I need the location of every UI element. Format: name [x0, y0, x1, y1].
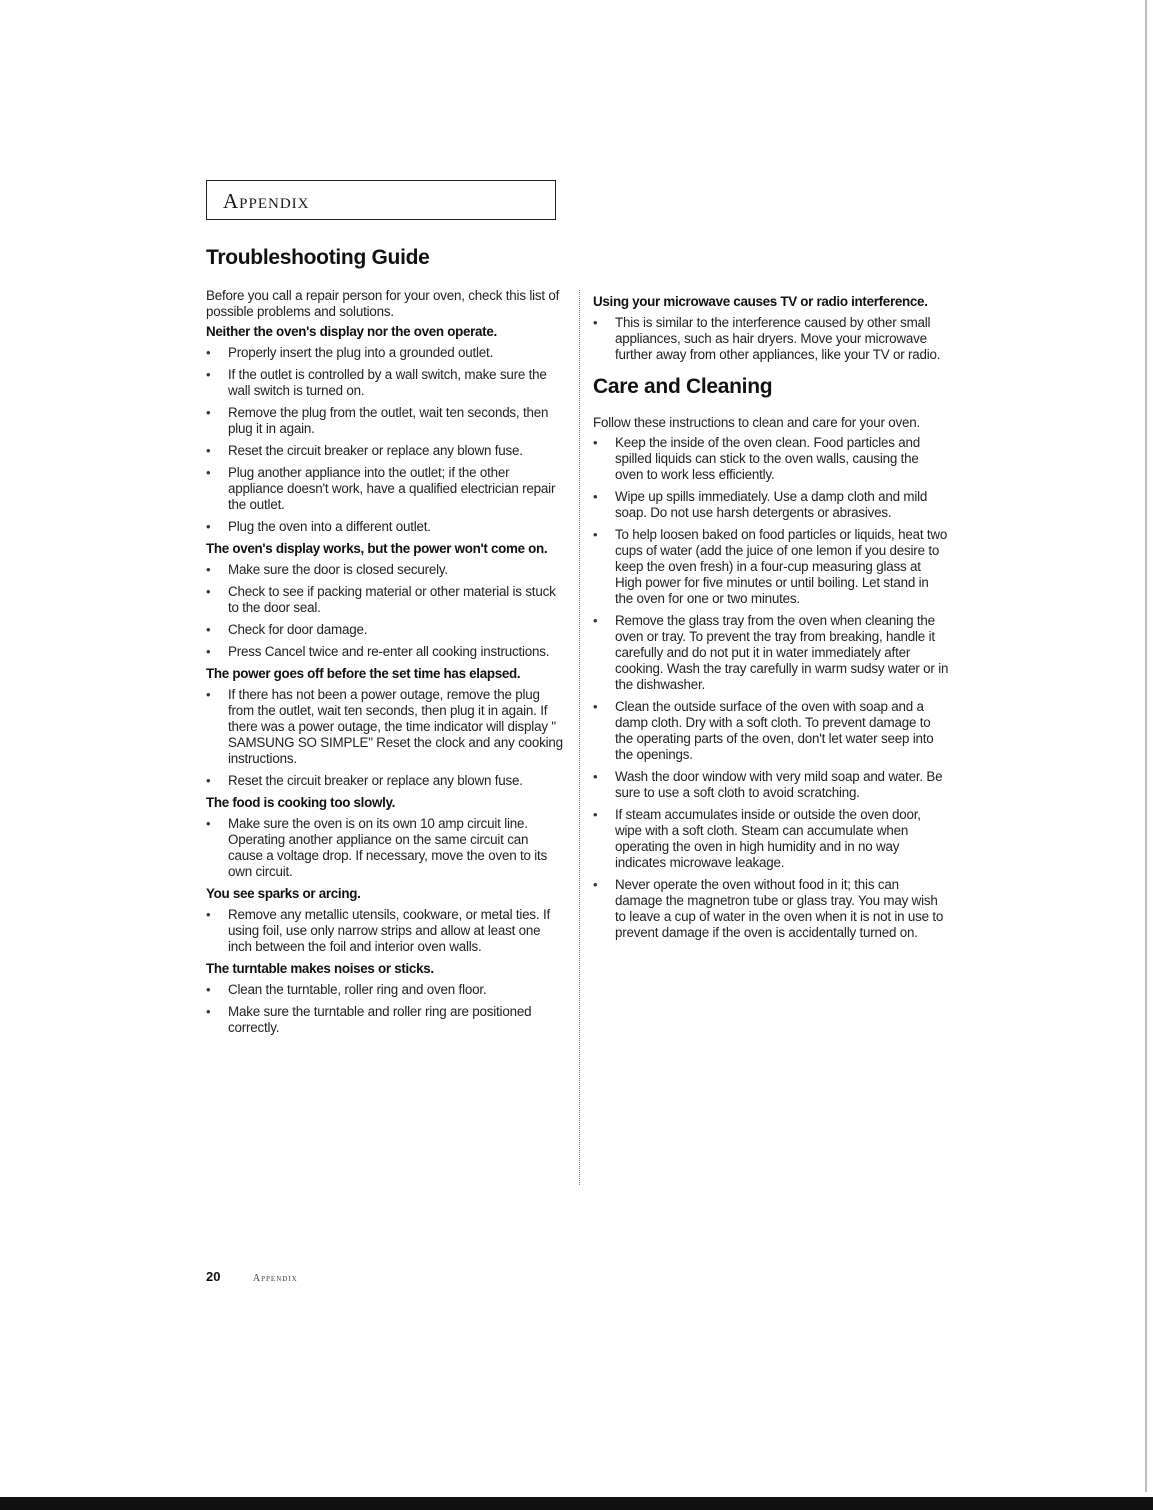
problem-heading: You see sparks or arcing.	[206, 886, 361, 901]
troubleshooting-title: Troubleshooting Guide	[206, 246, 430, 269]
solution-text: If the outlet is controlled by a wall switch, make sure the wall switch is turned on.	[228, 367, 547, 398]
care-item	[593, 435, 949, 483]
problem-heading: Neither the oven's display nor the oven operate.	[206, 324, 497, 339]
problem-solutions	[206, 982, 564, 1036]
solution-text: Make sure the door is closed securely.	[228, 562, 448, 577]
solution-text: Clean the turntable, roller ring and oven floor.	[228, 982, 487, 997]
bullet: •	[593, 613, 598, 628]
bullet: •	[206, 773, 211, 788]
care-text: Remove the glass tray from the oven when cleaning the oven or tray. To prevent the tray from breaking, handle it carefully and do not put it in water immediately after cooking. Wash the tray carefully in warm sudsy water or in the dishwasher.	[615, 613, 949, 692]
solution-text: Make sure the turntable and roller ring are positioned correctly.	[228, 1004, 532, 1035]
solution-text: Press Cancel twice and re-enter all cooking instructions.	[228, 644, 550, 659]
solution-text: Check for door damage.	[228, 622, 368, 637]
scan-bottom-bar	[0, 1497, 1153, 1510]
solution-item	[206, 982, 564, 998]
bullet: •	[206, 816, 211, 831]
problem-heading: The power goes off before the set time has elapsed.	[206, 666, 521, 681]
solution-text: Reset the circuit breaker or replace any blown fuse.	[228, 443, 523, 458]
solution-item	[206, 345, 564, 361]
care-text: Never operate the oven without food in it; this can damage the magnetron tube or glass tray. You may wish to leave a cup of water in the oven when it is not in use to prevent damage if the oven is accidentally turned on.	[615, 877, 944, 940]
care-item	[593, 489, 949, 521]
solution-text: Remove the plug from the outlet, wait ten seconds, then plug it in again.	[228, 405, 549, 436]
care-text: Wipe up spills immediately. Use a damp cloth and mild soap. Do not use harsh detergents or abrasives.	[615, 489, 928, 520]
problem-heading: The food is cooking too slowly.	[206, 795, 396, 810]
care-intro: Follow these instructions to clean and care for your oven.	[593, 415, 921, 430]
solution-text: Remove any metallic utensils, cookware, or metal ties. If using foil, use only narrow strips and allow at least one inch between the foil and interior oven walls.	[228, 907, 551, 954]
problem-heading: The oven's display works, but the power won't come on.	[206, 541, 548, 556]
bullet: •	[206, 1004, 211, 1019]
problem-solutions	[206, 562, 564, 660]
page-number: 20	[206, 1269, 221, 1284]
solution-text: Make sure the oven is on its own 10 amp circuit line. Operating another appliance on the same circuit can cause a voltage drop. If necessary, move the oven to its own circuit.	[228, 816, 548, 879]
solution-item	[206, 644, 564, 660]
bullet: •	[593, 807, 598, 822]
bullet: •	[593, 877, 598, 892]
solution-text: If there has not been a power outage, remove the plug from the outlet, wait ten seconds, then plug it in again. If there was a power outage, the time indicator will display " SAMSUNG SO SIMPLE" Reset the clock and any cooking instructions.	[228, 687, 563, 766]
bullet: •	[593, 315, 598, 330]
solution-item	[206, 907, 564, 955]
problem-heading: The turntable makes noises or sticks.	[206, 961, 434, 976]
solution-item	[206, 367, 564, 399]
bullet: •	[206, 982, 211, 997]
care-text: Wash the door window with very mild soap and water. Be sure to use a soft cloth to avoid scratching.	[615, 769, 943, 800]
solution-item	[593, 315, 949, 363]
page-right-edge	[1145, 0, 1147, 1492]
care-item	[593, 527, 949, 607]
bullet: •	[206, 345, 211, 360]
problem-solutions	[206, 345, 564, 535]
care-item	[593, 613, 949, 693]
bullet: •	[206, 907, 211, 922]
solution-item	[206, 687, 564, 767]
section-header-box	[206, 180, 556, 220]
care-text: To help loosen baked on food particles or liquids, heat two cups of water (add the juice of one lemon if you desire to keep the oven fresh) in a four-cup measuring glass at High power for five minutes or until boiling. Let stand in the oven for one or two minutes.	[615, 527, 948, 606]
bullet: •	[593, 435, 598, 450]
solution-item	[206, 773, 564, 789]
section-header-title: Appendix	[223, 189, 310, 213]
solution-item	[206, 816, 564, 880]
problem-solutions	[593, 315, 949, 363]
solution-text: Properly insert the plug into a grounded outlet.	[228, 345, 494, 360]
solution-item	[206, 519, 564, 535]
care-title: Care and Cleaning	[593, 375, 773, 398]
bullet: •	[206, 622, 211, 637]
solution-text: Plug another appliance into the outlet; if the other appliance doesn't work, have a qualified electrician repair the outlet.	[228, 465, 556, 512]
page-footer	[206, 1268, 298, 1286]
bullet: •	[206, 443, 211, 458]
care-item	[593, 769, 949, 801]
problem-solutions	[206, 816, 564, 880]
solution-text: Check to see if packing material or other material is stuck to the door seal.	[228, 584, 556, 615]
bullet: •	[206, 405, 211, 420]
solution-item	[206, 443, 564, 459]
solution-item	[206, 622, 564, 638]
care-item	[593, 877, 949, 941]
solution-text: This is similar to the interference caused by other small appliances, such as hair dryers. Move your microwave further away from other appliances, like your TV or radio.	[615, 315, 941, 362]
bullet: •	[206, 367, 211, 382]
solution-item	[206, 584, 564, 616]
bullet: •	[593, 527, 598, 542]
care-text: Clean the outside surface of the oven with soap and a damp cloth. Dry with a soft cloth. To prevent damage to the operating parts of the oven, don't let water seep into the openings.	[615, 699, 934, 762]
solution-item	[206, 562, 564, 578]
care-list	[593, 435, 949, 941]
solution-text: Reset the circuit breaker or replace any blown fuse.	[228, 773, 523, 788]
bullet: •	[206, 584, 211, 599]
bullet: •	[206, 465, 211, 480]
solution-item	[206, 1004, 564, 1036]
bullet: •	[593, 769, 598, 784]
left-column	[206, 246, 564, 1042]
solution-item	[206, 465, 564, 513]
right-column	[593, 290, 949, 947]
bullet: •	[206, 687, 211, 702]
bullet: •	[593, 489, 598, 504]
bullet: •	[206, 562, 211, 577]
care-text: If steam accumulates inside or outside the oven door, wipe with a soft cloth. Steam can accumulate when operating the oven in high humidity and in no way indicates microwave leakage.	[615, 807, 921, 870]
problem-solutions	[206, 687, 564, 789]
problem-heading: Using your microwave causes TV or radio interference.	[593, 294, 928, 309]
footer-section-label: Appendix	[252, 1273, 298, 1284]
column-divider	[579, 290, 580, 1185]
troubleshooting-intro: Before you call a repair person for your oven, check this list of possible problems and solutions.	[206, 288, 560, 319]
care-text: Keep the inside of the oven clean. Food particles and spilled liquids can stick to the oven walls, causing the oven to work less efficiently.	[615, 435, 921, 482]
bullet: •	[206, 644, 211, 659]
solution-text: Plug the oven into a different outlet.	[228, 519, 431, 534]
care-item	[593, 699, 949, 763]
bullet: •	[206, 519, 211, 534]
bullet: •	[593, 699, 598, 714]
problem-solutions	[206, 907, 564, 955]
solution-item	[206, 405, 564, 437]
care-item	[593, 807, 949, 871]
